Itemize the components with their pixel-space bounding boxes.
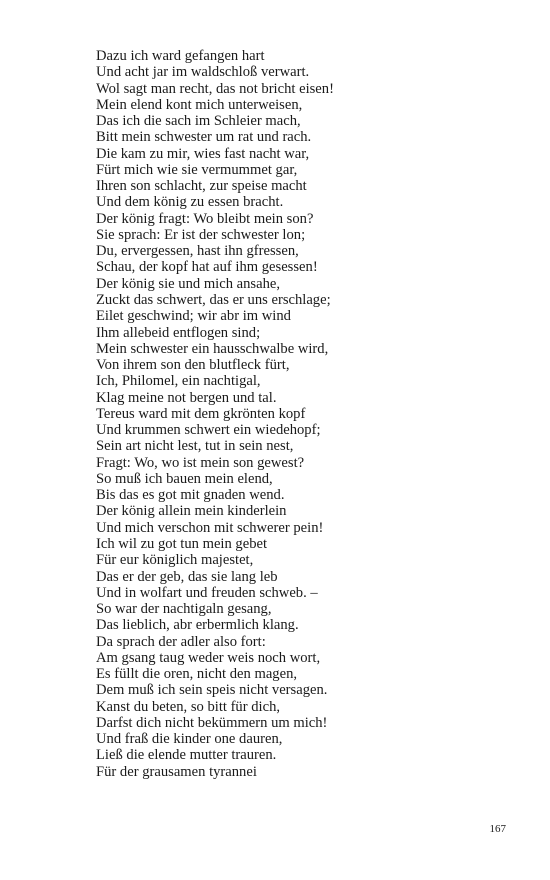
poem-line: Der könig fragt: Wo bleibt mein son?	[96, 210, 314, 227]
poem-line: Das lieblich, abr erbermlich klang.	[96, 617, 299, 634]
poem-line: Darfst dich nicht bekümmern um mich!	[96, 714, 328, 731]
poem-line: Wol sagt man recht, das not bricht eisen!	[96, 80, 334, 97]
poem-line: Und dem könig zu essen bracht.	[96, 194, 284, 211]
poem-line: Bis das es got mit gnaden wend.	[96, 487, 285, 504]
poem-line: Es füllt die oren, nicht den magen,	[96, 666, 298, 683]
poem-line: Dem muß ich sein speis nicht versagen.	[96, 682, 328, 699]
poem-line: Zuckt das schwert, das er uns erschlage;	[96, 291, 331, 308]
poem-line: Und krummen schwert ein wiedehopf;	[96, 422, 321, 439]
poem-line: Sein art nicht lest, tut in sein nest,	[96, 438, 294, 455]
poem-line: Für eur königlich majestet,	[96, 552, 254, 569]
poem-line: Und in wolfart und freuden schweb. –	[96, 584, 318, 601]
poem-text	[96, 48, 334, 780]
poem-line: Da sprach der adler also fort:	[96, 633, 266, 650]
poem-line: Fragt: Wo, wo ist mein son gewest?	[96, 454, 305, 471]
poem-line: Am gsang taug weder weis noch wort,	[96, 649, 321, 666]
poem-line: Der könig allein mein kinderlein	[96, 503, 287, 520]
poem-line: Du, ervergessen, hast ihn gfressen,	[96, 243, 299, 260]
poem-line: Mein elend kont mich unterweisen,	[96, 96, 303, 113]
page-number: 167	[489, 823, 506, 835]
poem-line: Ihm allebeid entflogen sind;	[96, 324, 261, 341]
poem-line: Ich, Philomel, ein nachtigal,	[96, 373, 261, 390]
poem-line: So muß ich bauen mein elend,	[96, 470, 273, 487]
poem-line: Von ihrem son den blutfleck fürt,	[96, 357, 290, 374]
poem-line: Schau, der kopf hat auf ihm gesessen!	[96, 259, 318, 276]
poem-line: Und mich verschon mit schwerer pein!	[96, 519, 324, 536]
poem-line: Fürt mich wie sie vermummet gar,	[96, 161, 298, 178]
poem-line: Ihren son schlacht, zur speise macht	[96, 178, 307, 195]
poem-line: Ich wil zu got tun mein gebet	[96, 535, 268, 552]
poem-line: Und acht jar im waldschloß verwart.	[96, 64, 310, 81]
poem-line: Das er der geb, das sie lang leb	[96, 568, 278, 585]
poem-line: Sie sprach: Er ist der schwester lon;	[96, 226, 306, 243]
poem-line: Ließ die elende mutter trauren.	[96, 747, 277, 764]
poem-line: Und fraß die kinder one dauren,	[96, 731, 283, 748]
poem-line: So war der nachtigaln gesang,	[96, 601, 272, 618]
poem-line: Das ich die sach im Schleier mach,	[96, 113, 301, 130]
poem-line: Bitt mein schwester um rat und rach.	[96, 129, 312, 146]
poem-line: Der könig sie und mich ansahe,	[96, 275, 280, 292]
poem-line: Dazu ich ward gefangen hart	[96, 48, 265, 64]
poem-line: Die kam zu mir, wies fast nacht war,	[96, 145, 310, 162]
poem-line: Kanst du beten, so bitt für dich,	[96, 698, 281, 715]
poem-line: Für der grausamen tyrannei	[96, 763, 257, 780]
poem-line: Tereus ward mit dem gkrönten kopf	[96, 405, 306, 422]
poem-line: Klag meine not bergen und tal.	[96, 389, 277, 406]
poem-line: Eilet geschwind; wir abr im wind	[96, 308, 291, 325]
poem-line: Mein schwester ein hausschwalbe wird,	[96, 340, 329, 357]
